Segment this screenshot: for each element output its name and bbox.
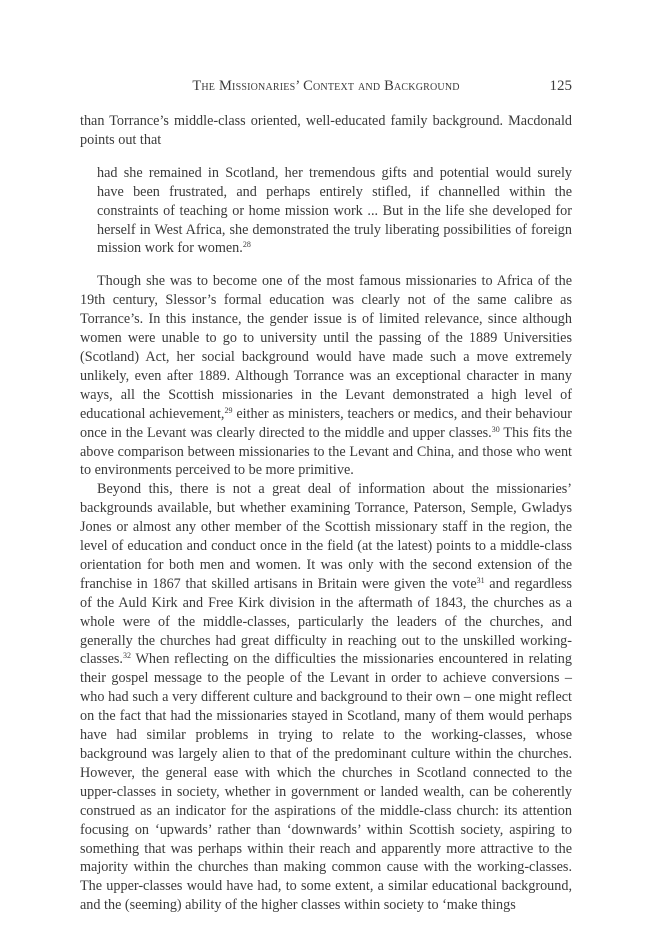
footnote-ref-29: 29: [224, 405, 233, 415]
paragraph-text: This fits the above comparison between missionaries to the Levant and China, and those who went to environments perceived to be more primitive.: [80, 424, 572, 479]
paragraph-text: and regardless of the Auld Kirk and Free Kirk division in the aftermath of 1843, the churches as a whole were of the middle-classes, particularly the leaders of the churches, and generally the churches had great difficulty in reaching out to the unskilled working-classes.: [80, 575, 572, 668]
paragraph-text: either as ministers, teachers or medics, and their behaviour once in the Levant was clearly directed to the middle and upper classes.: [80, 405, 572, 441]
quote-text: had she remained in Scotland, her tremendous gifts and potential would surely have been frustrated, and perhaps entirely stifled, if channelled within the constraints of teaching or home mission work ... But in the life she developed for herself in West Africa, she demonstrated the truly liberating possibilities of foreign mission work for women.: [97, 164, 572, 257]
body-text: [80, 112, 572, 915]
running-title: The Missionaries’ Context and Background: [192, 78, 460, 94]
paragraph-backgrounds: [80, 480, 572, 915]
footnote-ref-30: 30: [491, 424, 500, 434]
block-quote: [97, 164, 572, 259]
paragraph-text: than Torrance’s middle-class oriented, well-educated family background. Macdonald points out that: [80, 113, 572, 148]
page-number: 125: [549, 78, 572, 94]
paragraph-text: When reflecting on the difficulties the missionaries encountered in relating their gospel message to the people of the Levant in order to achieve conversions – who had such a very different culture and background to their own – one might reflect on the fact that had the missionaries stayed in Scotland, many of them would perhaps have had similar problems in trying to relate to the working-classes, whose background was largely alien to that of the predominant culture within the churches. However, the general ease with which the churches in Scotland connected to the upper-classes in society, whether in government or landed wealth, can be coherently construed as an indicator for the aspirations of the middle-class church: its attention focusing on ‘upwards’ rather than ‘downwards’ within Scottish society, aspiring to something that was perhaps within their reach and apparently more attractive to the majority within the churches than making common cause with the working-classes. The upper-classes would have had, to some extent, a similar educational background, and the (seeming) ability of the higher classes within society to ‘make things: [80, 651, 572, 914]
paragraph-continuation: [80, 112, 572, 150]
footnote-ref-31: 31: [476, 575, 485, 585]
running-head: [80, 78, 572, 98]
paragraph-slessor: [80, 272, 572, 480]
footnote-ref-32: 32: [122, 651, 131, 661]
footnote-ref-28: 28: [242, 240, 251, 250]
paragraph-text: Beyond this, there is not a great deal of information about the missionaries’ backgrounds available, but whether examining Torrance, Paterson, Semple, Gwladys Jones or almost any other member of the Scottish missionary staff in the region, the level of education and conduct once in the field (at the latest) points to a middle-class orientation for both men and women. It was only with the second extension of the franchise in 1867 that skilled artisans in Britain were given the vote: [80, 481, 572, 592]
paragraph-text: Though she was to become one of the most famous missionaries to Africa of the 19th century, Slessor’s formal education was clearly not of the same calibre as Torrance’s. In this instance, the gender issue is of limited relevance, since although women were unable to go to university until the passing of the 1889 Universities (Scotland) Act, her social background would have made such a move extremely unlikely, even after 1889. Although Torrance was an exceptional character in many ways, all the Scottish missionaries in the Levant demonstrated a high level of educational achievement,: [80, 273, 572, 422]
